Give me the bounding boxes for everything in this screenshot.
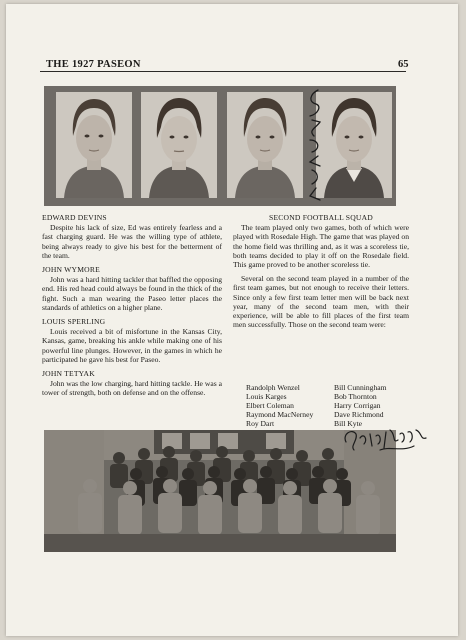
- page-header-title: THE 1927 PASEON: [46, 59, 141, 70]
- team-group-photo: [44, 430, 396, 552]
- roster-name: Roy Dart: [246, 419, 275, 429]
- player-portrait: [56, 92, 132, 198]
- player-description: John was a hard hitting tackler that baffled the opposing end. His red head could always be found in the thick of the fight. Such a man wearing the Paseo letter places the standards of athletics on a higher plane.: [42, 275, 222, 312]
- section-title: SECOND FOOTBALL SQUAD: [269, 213, 373, 222]
- player-description: John was the low charging, hard hitting tackle. He was a tower of strength, both on defense and on the offense.: [42, 379, 222, 398]
- roster-name: Bill Cunningham: [334, 383, 387, 392]
- section-paragraph: Several on the second team played in a number of the first team games, but not enough to receive their letters. Since only a few first team letter men will be back next year, many of the second team men, with their experience, will be able to fill places of the first team men successfully. Those on the second team were:: [233, 274, 409, 330]
- roster-name: Bill Kyte: [334, 419, 363, 429]
- roster-name: Harry Corrigan: [334, 401, 381, 411]
- player-name-heading: LOUIS SPERLING: [42, 317, 106, 327]
- roster-name: Louis Karges: [246, 392, 287, 402]
- player-portrait: [316, 92, 392, 198]
- player-name-heading: EDWARD DEVINS: [42, 213, 107, 222]
- section-paragraph: The team played only two games, both of which were played with Rosedale High. The game that was played on the home field was thrilling and, as it was a scoreless tie, both teams decided to play it off on the Rosedale field. This game proved to be another scoreless tie.: [233, 223, 409, 270]
- roster-name: Bob Thornton: [334, 392, 377, 402]
- player-description: Despite his lack of size, Ed was entirely fearless and a fast charging guard. He was the willing type of athlete, being always ready to give his best for the betterment of the team.: [42, 223, 222, 260]
- second-squad-section: [233, 213, 409, 334]
- page-number: 65: [398, 59, 409, 70]
- player-name-heading: JOHN WYMORE: [42, 265, 100, 275]
- player-description: Louis received a bit of misfortune in the Kansas City, Kansas, game, breaking his ankle while making one of his powerful line plunges. However, in the games in which he participated he gave his best for Paseo.: [42, 327, 222, 364]
- roster-name: Raymond MacNerney: [246, 410, 314, 420]
- player-portrait: [227, 92, 303, 198]
- player-descriptions: [42, 213, 222, 403]
- header-rule: [40, 71, 406, 72]
- roster-name: Dave Richmond: [334, 410, 384, 420]
- player-name-heading: JOHN TETYAK: [42, 369, 95, 379]
- player-portrait: [141, 92, 217, 198]
- roster-name: Elbert Coleman: [246, 401, 294, 411]
- roster-name: Randolph Wenzel: [246, 383, 300, 392]
